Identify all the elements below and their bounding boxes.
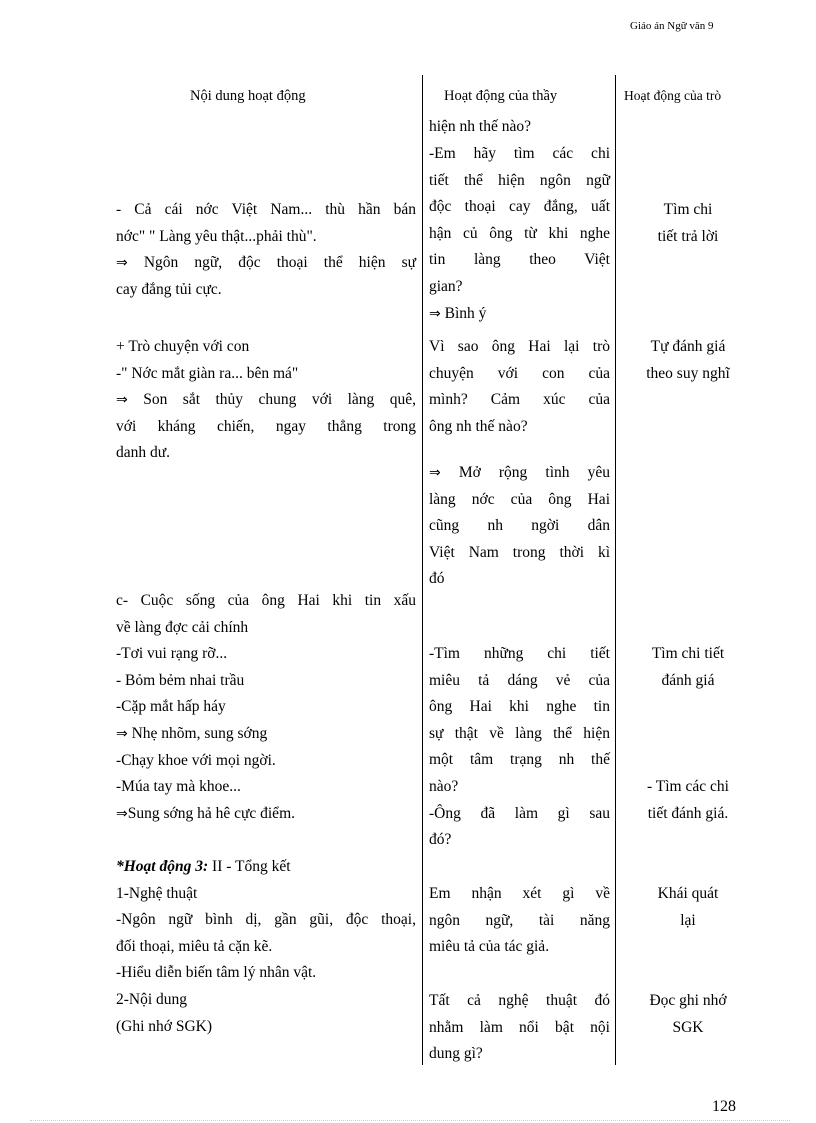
content-line [116, 250, 416, 277]
student-block-read-notes [620, 988, 756, 1041]
student-block-find-details [620, 641, 756, 694]
column-header-content: Nội dung hoạt động [190, 88, 306, 104]
teacher-block-details [429, 641, 610, 854]
teacher-line: -Tìm những chi tiết [429, 645, 610, 662]
teacher-line: miêu tả dáng vẻ của [429, 671, 610, 689]
content-block-language [116, 197, 416, 303]
teacher-line: -Ông đã làm gì sau [429, 804, 610, 822]
teacher-block-continued [429, 114, 610, 141]
teacher-block-talk-with-son [429, 334, 610, 440]
teacher-block-language [429, 141, 610, 327]
teacher-line: một tâm trạng nh thế [429, 751, 610, 769]
content-line: danh dư. [116, 444, 171, 462]
teacher-line: nhằm làm nổi bật nội [429, 1018, 610, 1036]
student-line: - Tìm các chi [647, 778, 729, 795]
student-line: tiết đánh giá. [647, 804, 729, 822]
teacher-line: tiết thể hiện ngôn ngữ [429, 171, 610, 189]
teacher-line: Việt Nam trong thời kì [429, 543, 610, 561]
teacher-line: tin làng theo Việt [429, 251, 610, 269]
content-line: -Cặp mắt hấp háy [116, 698, 226, 716]
teacher-line: Em nhận xét gì về [429, 885, 610, 902]
content-line: -Chạy khoe với mọi ngời. [116, 751, 276, 769]
student-block-evaluate [620, 774, 756, 827]
teacher-line: làng nớc của ông Hai [429, 490, 610, 508]
content-line: 2-Nội dung [116, 990, 188, 1008]
teacher-line: độc thoại cay đắng, uất [429, 198, 610, 216]
arrow-icon: ⇒ [116, 392, 128, 409]
page-header: Giáo án Ngữ văn 9 [630, 20, 714, 32]
teacher-line: chuyện với con của [429, 364, 610, 382]
content-line: -Ngôn ngữ bình dị, gần gũi, độc thoại, [116, 911, 416, 929]
student-line: Đọc ghi nhớ [649, 992, 727, 1009]
page-number: 128 [712, 1098, 736, 1115]
teacher-line [429, 460, 610, 487]
content-line: c- Cuộc sống của ông Hai khi tin xấu [116, 592, 416, 609]
content-line [116, 721, 416, 748]
teacher-line: Tất cả nghệ thuật đó [429, 992, 610, 1009]
activity-heading-bold: *Hoạt động 3: [116, 858, 209, 875]
content-block-good-news [116, 588, 416, 827]
content-block-talk-with-son [116, 334, 416, 467]
teacher-line: ngôn ngữ, tài năng [429, 911, 610, 929]
student-line: đánh giá [661, 671, 715, 689]
teacher-line: Vì sao ông Hai lại trò [429, 338, 610, 355]
arrow-icon: ⇒ [116, 255, 128, 272]
student-block-self-evaluate [620, 334, 756, 387]
student-line: SGK [672, 1018, 704, 1036]
teacher-line: nào? [429, 777, 459, 795]
content-line: (Ghi nhớ SGK) [116, 1017, 213, 1035]
column-header-student: Hoạt động của trò [624, 88, 722, 103]
content-text: Son sắt thủy chung với làng quê, [143, 391, 417, 409]
teacher-line: miêu tả của tác giả. [429, 938, 550, 956]
content-text: Nhẹ nhõm, sung sớng [131, 724, 268, 742]
student-line: Tìm chi tiết [651, 645, 725, 662]
teacher-line: ông nh thế nào? [429, 417, 528, 435]
content-line [116, 801, 416, 828]
teacher-line: -Em hãy tìm các chi [429, 145, 610, 162]
teacher-text: Mở rộng tình yêu [458, 464, 610, 481]
content-line: -Tơi vui rạng rỡ... [116, 645, 228, 663]
content-line: -Múa tay mà khoe... [116, 778, 241, 796]
teacher-line: dung gì? [429, 1045, 483, 1063]
content-line [116, 387, 416, 414]
student-line: tiết trả lời [657, 227, 719, 245]
content-line: -" Nớc mắt giàn ra... bên má" [116, 364, 299, 382]
column-divider-2 [615, 75, 616, 1065]
student-line: lại [680, 911, 696, 929]
teacher-block-content [429, 988, 610, 1068]
student-block-find [620, 197, 756, 250]
arrow-icon: ⇒ [429, 305, 441, 322]
student-line: theo suy nghĩ [646, 364, 730, 382]
footer-divider [30, 1120, 790, 1121]
content-line: + Trò chuyện với con [116, 338, 250, 355]
content-line: -Hiểu diễn biến tâm lý nhân vật. [116, 964, 317, 982]
teacher-line: cũng nh ngời dân [429, 517, 610, 535]
teacher-text: Bình ý [444, 304, 487, 322]
content-line: đối thoại, miêu tả cặn kẽ. [116, 937, 273, 955]
teacher-line: gian? [429, 277, 463, 295]
column-divider-1 [422, 75, 423, 1065]
content-line: nớc" " Làng yêu thật...phải thù". [116, 227, 317, 245]
teacher-line: sự thật về làng thể hiện [429, 724, 610, 742]
content-line: 1-Nghệ thuật [116, 884, 198, 902]
student-block-generalize [620, 881, 756, 934]
column-header-teacher: Hoạt động của thầy [444, 88, 558, 104]
content-line: với kháng chiến, ngay thẳng trong [116, 417, 416, 435]
content-block-summary [116, 854, 416, 1040]
teacher-line [429, 301, 610, 328]
content-line: về làng đợc cải chính [116, 618, 249, 636]
activity-heading [116, 854, 416, 881]
teacher-line: ông Hai khi nghe tin [429, 698, 610, 716]
student-line: Khái quát [657, 885, 719, 902]
teacher-block-art [429, 881, 610, 961]
teacher-line: mình? Cảm xúc của [429, 391, 610, 409]
teacher-line: hiện nh thế nào? [429, 118, 532, 135]
content-text: Ngôn ngữ, độc thoại thể hiện sự [143, 254, 416, 272]
content-text: Sung sớng hả hê cực điểm. [127, 804, 295, 822]
arrow-icon: ⇒ [429, 465, 441, 481]
student-line: Tự đánh giá [650, 338, 726, 355]
arrow-icon: ⇒ [116, 805, 128, 822]
arrow-icon: ⇒ [116, 725, 128, 742]
teacher-line: hận củ ông từ khi nghe [429, 224, 610, 242]
teacher-line: đó [429, 570, 445, 588]
activity-heading-rest: II - Tổng kết [208, 858, 291, 875]
teacher-line: đó? [429, 831, 452, 849]
content-line: cay đắng tủi cực. [116, 280, 222, 298]
content-line: - Cả cái nớc Việt Nam... thù hần bán [116, 201, 416, 218]
content-line: - Bỏm bẻm nhai trầu [116, 671, 245, 689]
student-line: Tìm chi [663, 201, 713, 218]
teacher-block-extend [429, 460, 610, 593]
